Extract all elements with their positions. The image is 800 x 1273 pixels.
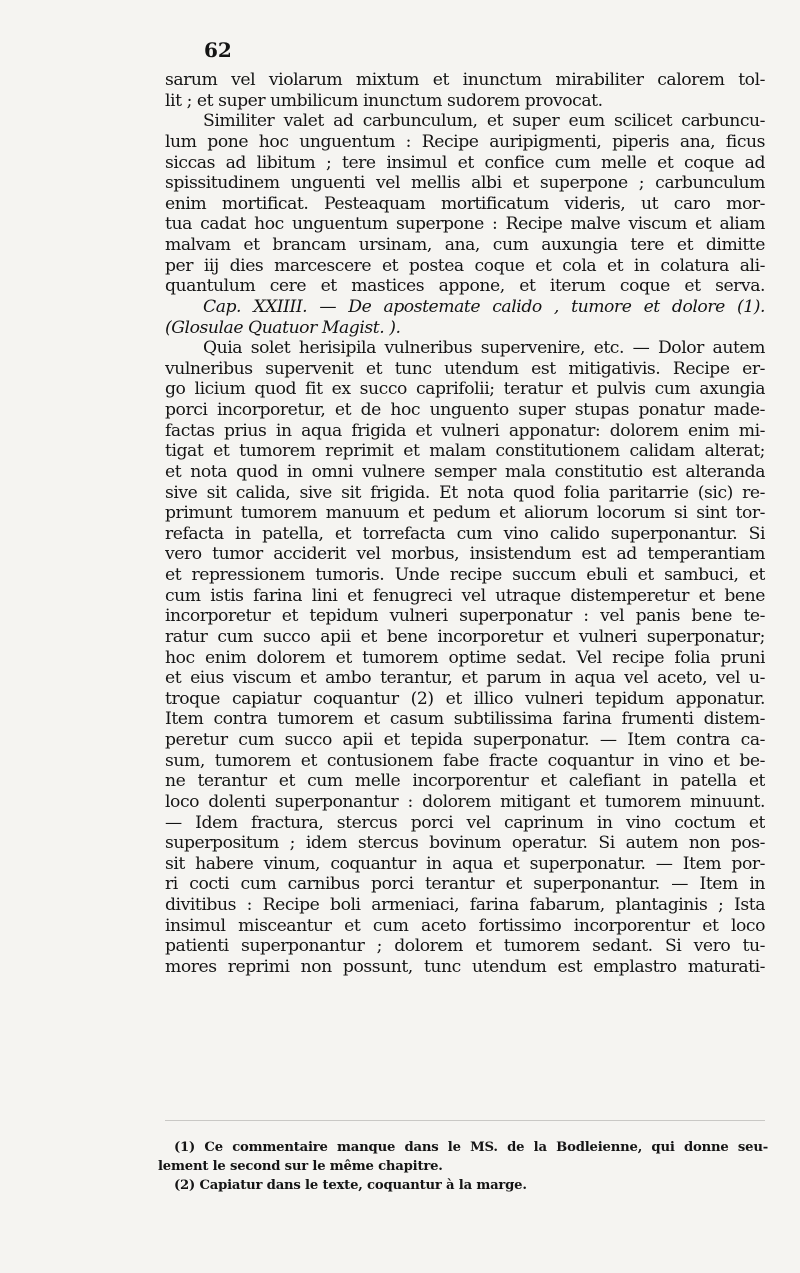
body-line: vero tumor acciderit vel morbus, insistendum est ad temperantiam — [165, 544, 765, 565]
body-line: et eius viscum et ambo terantur, et parum in aqua vel aceto, vel u- — [165, 668, 765, 689]
body-line: ri cocti cum carnibus porci terantur et superponantur. — Item in — [165, 874, 765, 895]
body-line: Similiter valet ad carbunculum, et super eum scilicet carbuncu- — [203, 111, 765, 132]
body-line: enim mortificat. Pesteaquam mortificatum videris, ut caro mor- — [165, 193, 765, 214]
body-line: insimul misceantur et cum aceto fortissimo incorporentur et loco — [165, 915, 765, 936]
footnotes — [158, 1138, 768, 1195]
body-line: tigat et tumorem reprimit et malam constitutionem calidam alterat; — [165, 441, 765, 462]
body-line: ne terantur et cum melle incorporentur et calefiant in patella et — [165, 771, 765, 792]
body-line: et repressionem tumoris. Unde recipe succum ebuli et sambuci, et — [165, 565, 765, 585]
body-line: lum pone hoc unguentum : Recipe auripigmenti, piperis ana, ficus — [165, 131, 765, 152]
chapter-heading: Cap. XXIIII. — De apostemate calido , tumore et dolore (1). — [203, 296, 765, 317]
body-line: incorporetur et tepidum vulneri superponatur : vel panis bene te- — [165, 606, 765, 627]
footnote-line: lement le second sur le même chapitre. — [158, 1159, 443, 1174]
page-number: 62 — [204, 38, 232, 62]
body-line: lit ; et super umbilicum inunctum sudorem provocat. — [165, 90, 603, 111]
body-line: tua cadat hoc unguentum superpone : Recipe malve viscum et aliam — [165, 214, 765, 235]
body-line: malvam et brancam ursinam, ana, cum auxungia tere et dimitte — [165, 235, 765, 255]
body-line: sive sit calida, sive sit frigida. Et nota quod folia paritarrie (sic) re- — [165, 482, 765, 503]
footnote-line: (1) Ce commentaire manque dans le MS. de la Bodleienne, qui donne seu- — [174, 1140, 768, 1155]
body-line: divitibus : Recipe boli armeniaci, farina fabarum, plantaginis ; Ista — [165, 895, 765, 915]
body-line: hoc enim dolorem et tumorem optime sedat. Vel recipe folia pruni — [165, 647, 765, 668]
body-line: spissitudinem unguenti vel mellis albi et superpone ; carbunculum — [165, 173, 765, 194]
body-line: porci incorporetur, et de hoc unguento super stupas ponatur made- — [165, 400, 765, 420]
footnote-divider — [165, 1120, 765, 1121]
body-line: sum, tumorem et contusionem fabe fracte coquantur in vino et be- — [165, 750, 765, 771]
body-line: Item contra tumorem et casum subtilissima farina frumenti distem- — [165, 709, 765, 730]
body-line: Quia solet herisipila vulneribus supervenire, etc. — Dolor autem — [203, 338, 765, 359]
body-line: cum istis farina lini et fenugreci vel utraque distemperetur et bene — [165, 585, 765, 606]
body-line: siccas ad libitum ; tere insimul et confice cum melle et coque ad — [165, 152, 765, 173]
body-line: loco dolenti superponantur : dolorem mitigant et tumorem minuunt. — [165, 791, 765, 812]
body-line: primunt tumorem manuum et pedum et aliorum locorum si sint tor- — [165, 503, 765, 524]
body-line: refacta in patella, et torrefacta cum vino calido superponantur. Si — [165, 523, 765, 544]
body-line: — Idem fractura, stercus porci vel caprinum in vino coctum et — [165, 812, 765, 833]
body-line: peretur cum succo apii et tepida superponatur. — Item contra ca- — [165, 730, 765, 750]
body-line: ratur cum succo apii et bene incorporetur et vulneri superponatur; — [165, 626, 765, 647]
body-line: et nota quod in omni vulnere semper mala constitutio est alteranda — [165, 461, 765, 482]
body-line: sit habere vinum, coquantur in aqua et superponatur. — Item por- — [165, 853, 765, 874]
body-text — [165, 70, 765, 978]
body-line: go licium quod fit ex succo caprifolii; teratur et pulvis cum axungia — [165, 379, 765, 400]
body-line: superpositum ; idem stercus bovinum operatur. Si autem non pos- — [165, 833, 765, 854]
body-line: vulneribus supervenit et tunc utendum est mitigativis. Recipe er- — [165, 358, 765, 379]
body-line: quantulum cere et mastices appone, et iterum coque et serva. — [165, 276, 765, 297]
body-line: patienti superponantur ; dolorem et tumorem sedant. Si vero tu- — [165, 936, 765, 957]
body-line: troque capiatur coquantur (2) et illico vulneri tepidum apponatur. — [165, 688, 765, 709]
chapter-subheading: (Glosulae Quatuor Magist. ). — [165, 317, 401, 338]
body-line: mores reprimi non possunt, tunc utendum est emplastro maturati- — [165, 956, 765, 977]
footnote-line: (2) Capiatur dans le texte, coquantur à la marge. — [174, 1178, 527, 1193]
body-line: sarum vel violarum mixtum et inunctum mirabiliter calorem tol- — [165, 70, 765, 90]
body-line: per iij dies marcescere et postea coque et cola et in colatura ali- — [165, 255, 765, 276]
body-line: factas prius in aqua frigida et vulneri apponatur: dolorem enim mi- — [165, 420, 765, 441]
